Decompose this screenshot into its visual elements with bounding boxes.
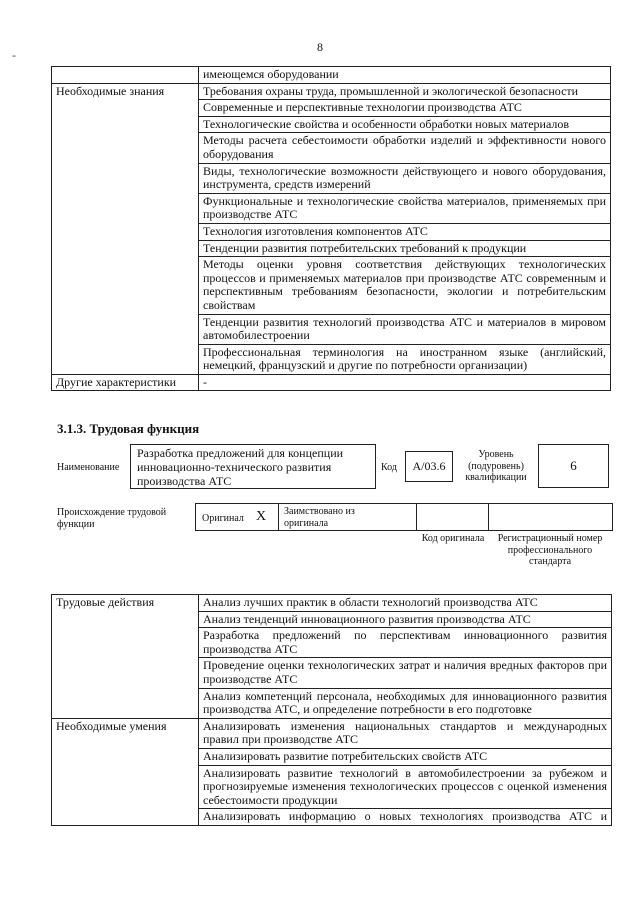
action-item: Проведение оценки технологических затрат и наличия вредных факторов при производстве АТС	[199, 658, 612, 688]
code-caption: Код оригинала	[421, 533, 485, 544]
other-label: Другие характеристики	[52, 374, 199, 391]
divider	[278, 504, 279, 531]
level-box: 6	[538, 444, 609, 488]
skills-label: Необходимые умения	[52, 718, 199, 825]
knowledge-item: Виды, технологические возможности действующего и нового оборудования, инструмента, средств измерений	[199, 163, 611, 193]
knowledge-item: Методы оценки уровня соответствия действующих технологических процессов и применяемых материалов при производстве АТС современным и перспективным требованиям безопасности, экологии и потребительским свойствам	[199, 257, 611, 314]
level-label: Уровень (подуровень) квалификации	[465, 449, 527, 483]
knowledge-item: Тенденции развития потребительских требований к продукции	[199, 240, 611, 257]
name-label: Наименование	[57, 462, 120, 473]
action-item: Анализ лучших практик в области технологий производства АТС	[199, 595, 612, 612]
knowledge-item: Технология изготовления компонентов АТС	[199, 223, 611, 240]
actions-table	[51, 594, 612, 826]
section-title: 3.1.3. Трудовая функция	[57, 421, 200, 436]
knowledge-item: Методы расчета себестоимости обработки изделий и эффективности нового оборудования	[199, 133, 611, 163]
divider	[488, 504, 489, 531]
table-row	[52, 718, 612, 748]
action-item: Анализ компетенций персонала, необходимых для инновационного развития производства АТС, и определение потребности в его подготовке	[199, 688, 612, 718]
table-row	[52, 67, 611, 84]
code-box: A/03.6	[405, 451, 453, 482]
original-mark: X	[256, 509, 267, 524]
skill-item: Анализировать развитие потребительских свойств АТС	[199, 748, 612, 765]
actions-label: Трудовые действия	[52, 595, 199, 719]
knowledge-item: Требования охраны труда, промышленной и экологической безопасности	[199, 83, 611, 100]
origin-box	[195, 503, 613, 531]
knowledge-label: Необходимые знания	[52, 83, 199, 374]
reg-caption: Регистрационный номер профессионального стандарта	[497, 533, 603, 567]
knowledge-table	[51, 66, 611, 391]
knowledge-item: Тенденции развития технологий производства АТС и материалов в мировом автомобилестроении	[199, 314, 611, 344]
margin-dash: -	[12, 48, 16, 62]
table-cell: имеющемся оборудовании	[199, 67, 611, 84]
skill-item: Анализировать развитие технологий в автомобилестроении за рубежом и прогнозируемые изменения технологических процессов с оценкой изменения себестоимости продукции	[199, 765, 612, 809]
function-name-box: Разработка предложений для концепции инновационно-технического развития производства АТС	[130, 444, 376, 489]
origin-label: Происхождение трудовой функции	[57, 507, 167, 530]
knowledge-item: Профессиональная терминология на иностранном языке (английский, немецкий, французский и другие по потребности организации)	[199, 344, 611, 374]
table-row	[52, 374, 611, 391]
action-item: Анализ тенденций инновационного развития производства АТС	[199, 611, 612, 628]
knowledge-item: Современные и перспективные технологии производства АТС	[199, 100, 611, 117]
divider	[416, 504, 417, 531]
other-value: -	[199, 374, 611, 391]
page-number: 8	[317, 40, 323, 54]
table-row	[52, 595, 612, 612]
knowledge-item: Технологические свойства и особенности обработки новых материалов	[199, 116, 611, 133]
original-label: Оригинал	[202, 513, 244, 524]
skill-item: Анализировать информацию о новых технологиях производства АТС и	[199, 809, 612, 826]
knowledge-item: Функциональные и технологические свойства материалов, применяемых при производстве АТС	[199, 193, 611, 223]
skill-item: Анализировать изменения национальных стандартов и международных правил при производстве АТС	[199, 718, 612, 748]
table-row	[52, 83, 611, 100]
code-label: Код	[381, 462, 397, 473]
action-item: Разработка предложений по перспективам инновационного развития производства АТС	[199, 628, 612, 658]
empty-label-cell	[52, 67, 199, 84]
borrowed-label: Заимствовано из оригинала	[284, 506, 355, 529]
